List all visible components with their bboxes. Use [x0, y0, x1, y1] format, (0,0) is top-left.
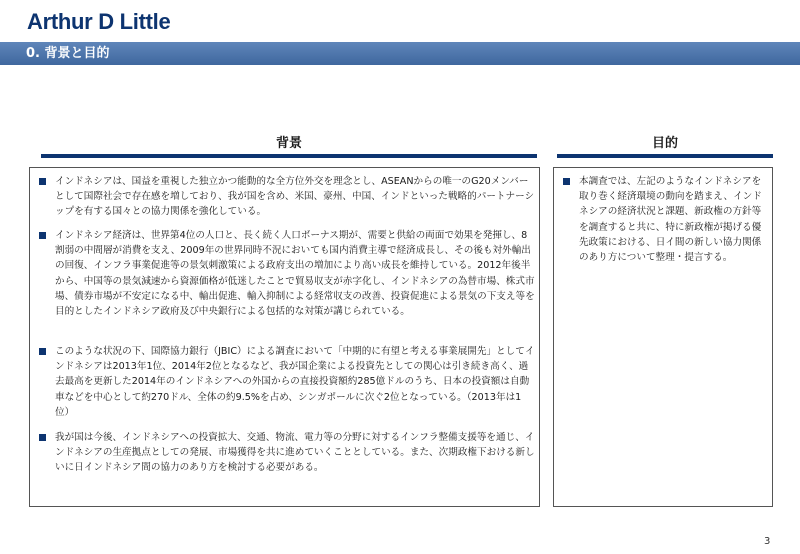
purpose-heading: 目的	[651, 136, 678, 151]
bullet-text: インドネシア経済は、世界第4位の人口と、長く続く人口ボーナス期が、需要と供給の両面で効果を発揮し、8割弱の中間層が消費を支え、2009年の世界同時不況においても国内消費主導で経済成長し、その後も対外輸出の回復、インフラ事業促進等の景気刺激策による政府支出の増加により高い成長を維持している。2012年後半から、中国等の景気減速から資源価格が低迷したことで貿易収支が赤字化し、インドネシアの為替市場、株式市場、債券市場が不安定になる中、輸出促進、輸入抑制による経常収支の改善、投資促進による景気の下支え等を目的としたインドネシア政府及び中央銀行による包括的な対策が講じられている。	[55, 230, 535, 318]
header	[0, 0, 800, 42]
background-bullet	[39, 228, 535, 319]
background-heading: 背景	[275, 136, 302, 151]
slide-title: 0. 背景と目的	[26, 46, 110, 61]
square-bullet-icon	[39, 178, 46, 185]
square-bullet-icon	[39, 348, 46, 355]
background-bullet	[39, 174, 535, 220]
page-number: 3	[764, 536, 771, 547]
bullet-text: 本調査では、左記のようなインドネシアを取り巻く経済環境の動向を踏まえ、インドネシアの経済状況と課題、新政権の方針等を調査すると共に、特に新政権が掲げる優先政策における、日イ間の新しい協力関係のあり方について整理・提言する。	[579, 176, 762, 264]
title-bar	[0, 42, 800, 65]
purpose-bullet	[563, 174, 765, 265]
bullet-text: インドネシアは、国益を重視した独立かつ能動的な全方位外交を理念とし、ASEANからの唯一のG20メンバーとして国際社会で存在感を増しており、我が国を含め、米国、豪州、中国、インドといった戦略的パートナーシップを有する国々との協力関係を強化している。	[55, 176, 535, 218]
bullet-text: 我が国は今後、インドネシアへの投資拡大、交通、物流、電力等の分野に対するインフラ整備支援等を通じ、インドネシアの生産拠点としての発展、市場獲得を共に進めていくこととしている。また、次期政権下おける新しいに日インドネシア間の協力のあり方を検討する必要がある。	[55, 432, 535, 474]
background-bullet	[39, 430, 535, 476]
background-heading-rule	[41, 154, 537, 158]
square-bullet-icon	[39, 434, 46, 441]
bullet-text: このような状況の下、国際協力銀行（JBIC）による調査において「中期的に有望と考える事業展開先」としてインドネシアは2013年1位、2014年2位となるなど、我が国企業による投資先としての関心は引き続き高く、過去最高を更新した2014年のインドネシアへの外国からの直接投資額約285億ドルのうち、日本の投資額は自動車などを中心として約270ドル、全体の約9.5%を占め、シンガポールに次ぐ2位となっている。（2013年は1位）	[55, 346, 535, 418]
square-bullet-icon	[563, 178, 570, 185]
square-bullet-icon	[39, 232, 46, 239]
background-bullet	[39, 344, 535, 420]
company-logo: Arthur D Little	[27, 9, 171, 34]
purpose-heading-rule	[557, 154, 773, 158]
